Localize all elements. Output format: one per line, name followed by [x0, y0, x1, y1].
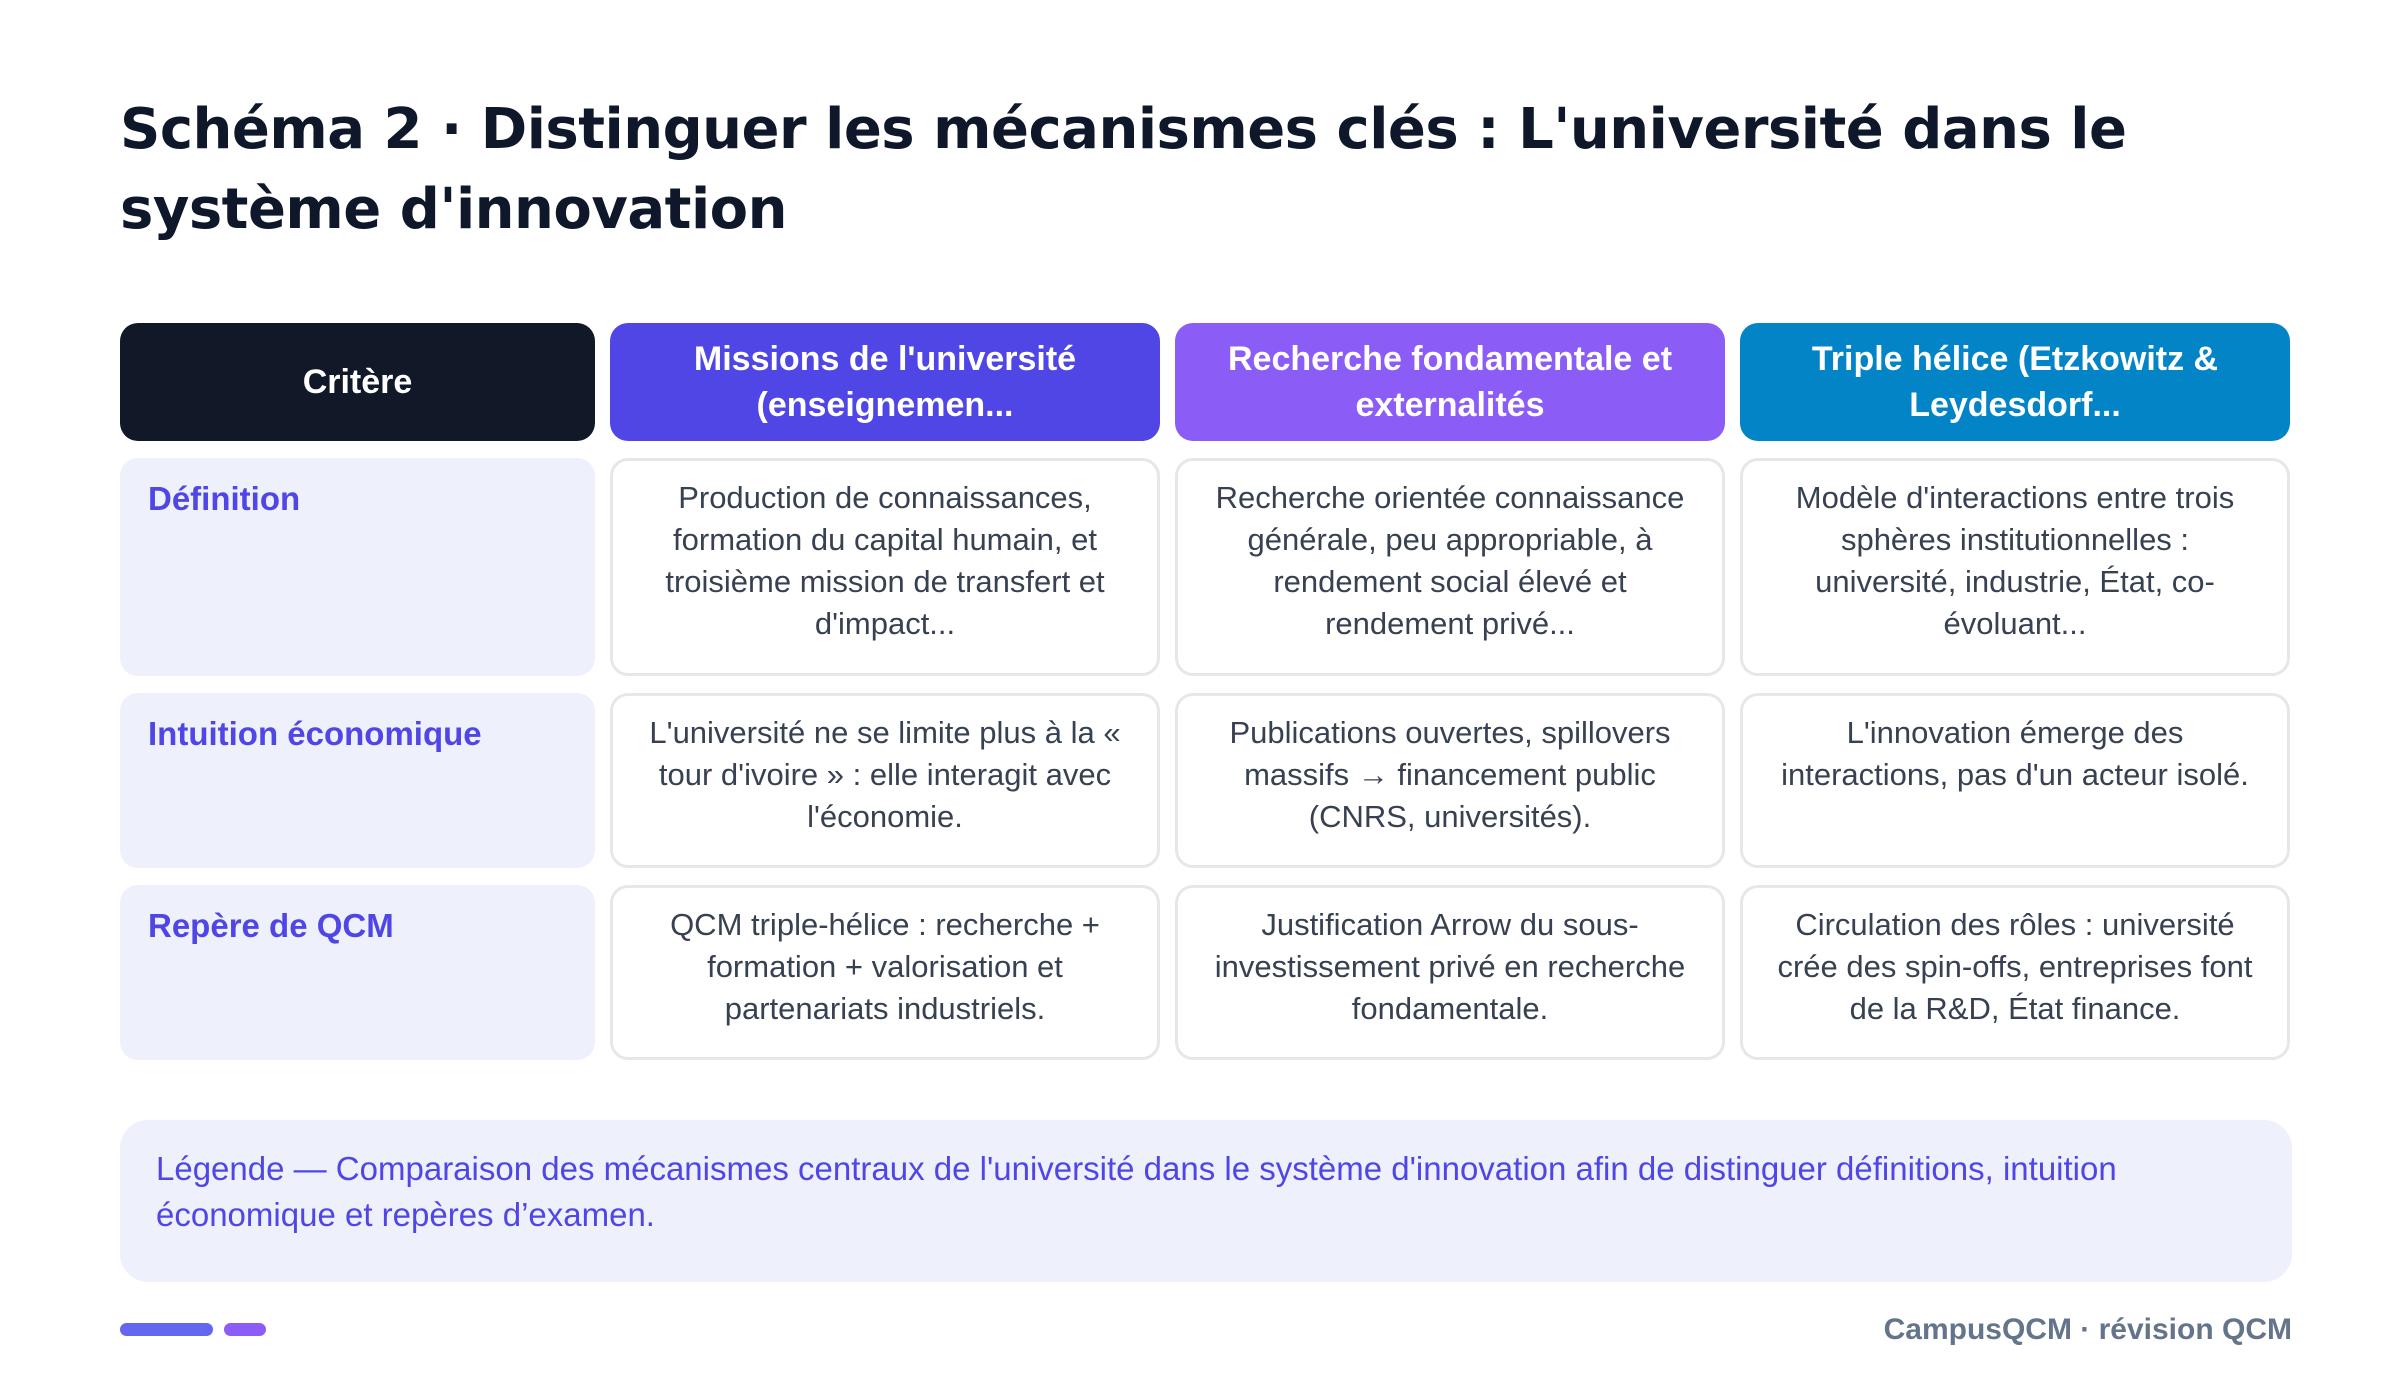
- cell-intuition-research: Publications ouvertes, spillovers massifs → financement public (CNRS, universités).: [1175, 693, 1725, 868]
- accent-bar-secondary: [224, 1323, 266, 1336]
- cell-intuition-missions: L'université ne se limite plus à la « tour d'ivoire » : elle interagit avec l'économie.: [610, 693, 1160, 868]
- cell-intuition-triple-helix: L'innovation émerge des interactions, pas d'un acteur isolé.: [1740, 693, 2290, 868]
- header-criterion: Critère: [120, 323, 595, 441]
- row-label-economic-intuition: Intuition économique: [120, 693, 595, 868]
- row-label-qcm-marker: Repère de QCM: [120, 885, 595, 1060]
- cell-definition-triple-helix: Modèle d'interactions entre trois sphères institutionnelles : université, industrie, État, co-évoluant...: [1740, 458, 2290, 676]
- header-university-missions: Missions de l'université (enseignemen...: [610, 323, 1160, 441]
- accent-bar-primary: [120, 1323, 213, 1336]
- header-triple-helix: Triple hélice (Etzkowitz & Leydesdorf...: [1740, 323, 2290, 441]
- page-title: Schéma 2 · Distinguer les mécanismes clés : L'université dans le système d'innovation: [120, 97, 2127, 242]
- cell-qcm-missions: QCM triple-hélice : recherche + formation + valorisation et partenariats industriels.: [610, 885, 1160, 1060]
- cell-qcm-research: Justification Arrow du sous-investissement privé en recherche fondamentale.: [1175, 885, 1725, 1060]
- footer-brand: CampusQCM · révision QCM: [1883, 1313, 2292, 1346]
- cell-definition-missions: Production de connaissances, formation du capital humain, et troisième mission de transfert et d'impact...: [610, 458, 1160, 676]
- comparison-table: [120, 323, 2290, 1060]
- legend-box: Légende — Comparaison des mécanismes centraux de l'université dans le système d'innovation afin de distinguer définitions, intuition économique et repères d’examen.: [120, 1120, 2292, 1282]
- row-label-definition: Définition: [120, 458, 595, 676]
- header-fundamental-research: Recherche fondamentale et externalités: [1175, 323, 1725, 441]
- cell-definition-research: Recherche orientée connaissance générale, peu appropriable, à rendement social élevé et rendement privé...: [1175, 458, 1725, 676]
- cell-qcm-triple-helix: Circulation des rôles : université crée des spin-offs, entreprises font de la R&D, État finance.: [1740, 885, 2290, 1060]
